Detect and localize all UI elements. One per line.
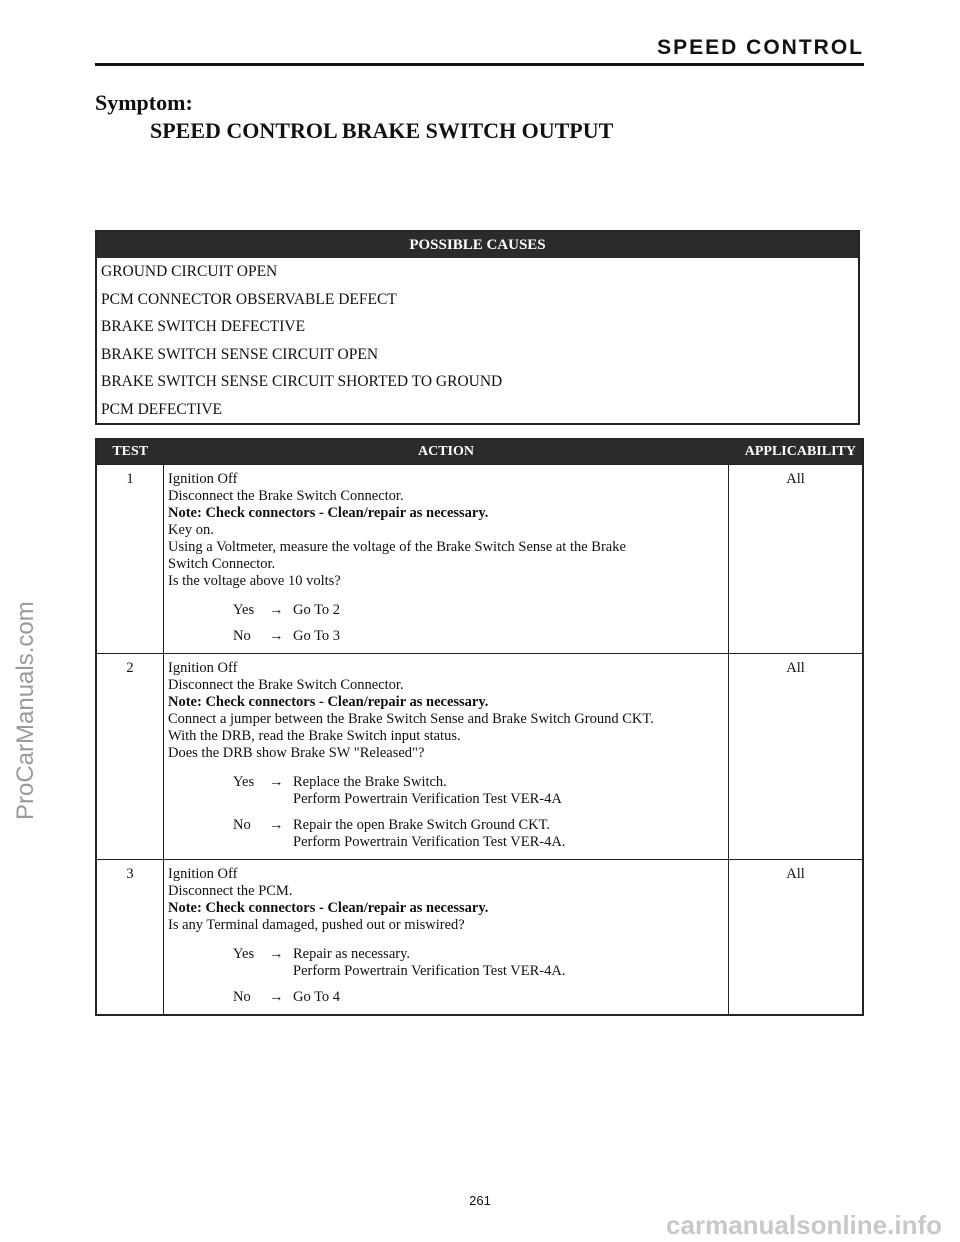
option-answer: Yes [233,774,255,790]
result-line: Repair as necessary. [293,946,411,962]
result-line: Replace the Brake Switch. [293,774,447,790]
result-line: Repair the open Brake Switch Ground CKT. [293,817,551,833]
test-number: 3 [96,860,164,1016]
test-applicability: All [729,465,864,654]
arrow-icon: → [269,628,284,644]
result-line: Go To 3 [293,628,341,644]
option-result [293,817,565,851]
section-header-title: SPEED CONTROL [657,36,864,59]
action-line: With the DRB, read the Brake Switch input status. [168,728,461,744]
option-answer: No [233,989,251,1005]
arrow-icon: → [269,817,284,833]
action-question: Is the voltage above 10 volts? [168,573,341,589]
test-applicability: All [729,860,864,1016]
action-note: Note: Check connectors - Clean/repair as necessary. [168,694,489,710]
action-question: Does the DRB show Brake SW "Released"? [168,745,425,761]
action-line: Switch Connector. [168,556,276,572]
action-line: Key on. [168,522,214,538]
test-table-header-row [96,439,863,465]
option-no [168,628,724,645]
result-line: Perform Powertrain Verification Test VER-4A. [293,834,566,850]
option-answer: No [233,628,251,644]
possible-causes-heading: POSSIBLE CAUSES [97,232,858,258]
test-action [164,654,729,860]
cause-item: BRAKE SWITCH DEFECTIVE [101,318,306,335]
result-line: Perform Powertrain Verification Test VER-4A. [293,963,566,979]
test-table [95,438,864,1016]
arrow-icon: → [269,946,284,962]
action-line: Ignition Off [168,660,238,676]
test-action [164,860,729,1016]
test-number: 2 [96,654,164,860]
action-line: Ignition Off [168,471,238,487]
bottom-watermark: carmanualsonline.info [666,1210,942,1240]
symptom-title: SPEED CONTROL BRAKE SWITCH OUTPUT [150,118,614,143]
option-answer: Yes [233,602,255,618]
symptom-label: Symptom: [95,90,193,115]
option-result [293,946,565,980]
test-applicability: All [729,654,864,860]
action-line: Disconnect the Brake Switch Connector. [168,488,404,504]
header-rule [95,63,864,66]
option-yes [168,774,724,808]
header-applicability: APPLICABILITY [729,439,864,465]
page-number: 261 [469,1193,491,1208]
test-row-1 [96,465,863,654]
result-line: Go To 2 [293,602,341,618]
result-line: Go To 4 [293,989,341,1005]
cause-item: GROUND CIRCUIT OPEN [101,263,278,280]
test-number: 1 [96,465,164,654]
action-line: Using a Voltmeter, measure the voltage of the Brake Switch Sense at the Brake [168,539,626,555]
option-answer: Yes [233,946,255,962]
cause-item: BRAKE SWITCH SENSE CIRCUIT SHORTED TO GROUND [101,373,503,390]
test-action [164,465,729,654]
side-watermark: ProCarManuals.com [12,601,39,820]
option-result [293,628,340,645]
cause-item: BRAKE SWITCH SENSE CIRCUIT OPEN [101,345,379,363]
action-note: Note: Check connectors - Clean/repair as necessary. [168,505,489,521]
header-test: TEST [96,439,164,465]
action-line: Disconnect the PCM. [168,883,293,899]
cause-item: PCM DEFECTIVE [101,400,222,418]
option-result [293,602,340,619]
option-yes [168,602,724,619]
test-row-3 [96,860,863,1016]
action-line: Connect a jumper between the Brake Switch Sense and Brake Switch Ground CKT. [168,711,654,727]
option-yes [168,946,724,980]
action-line: Ignition Off [168,866,238,882]
arrow-icon: → [269,989,284,1005]
result-line: Perform Powertrain Verification Test VER-4A [293,791,562,807]
action-line: Disconnect the Brake Switch Connector. [168,677,404,693]
action-note: Note: Check connectors - Clean/repair as necessary. [168,900,489,916]
arrow-icon: → [269,774,284,790]
arrow-icon: → [269,602,284,618]
possible-causes-box [95,230,860,425]
option-no [168,989,724,1006]
header-action: ACTION [164,439,729,465]
option-result [293,774,562,808]
action-question: Is any Terminal damaged, pushed out or miswired? [168,917,465,933]
option-no [168,817,724,851]
option-result [293,989,340,1006]
option-answer: No [233,817,251,833]
cause-item: PCM CONNECTOR OBSERVABLE DEFECT [101,290,397,308]
test-row-2 [96,654,863,860]
